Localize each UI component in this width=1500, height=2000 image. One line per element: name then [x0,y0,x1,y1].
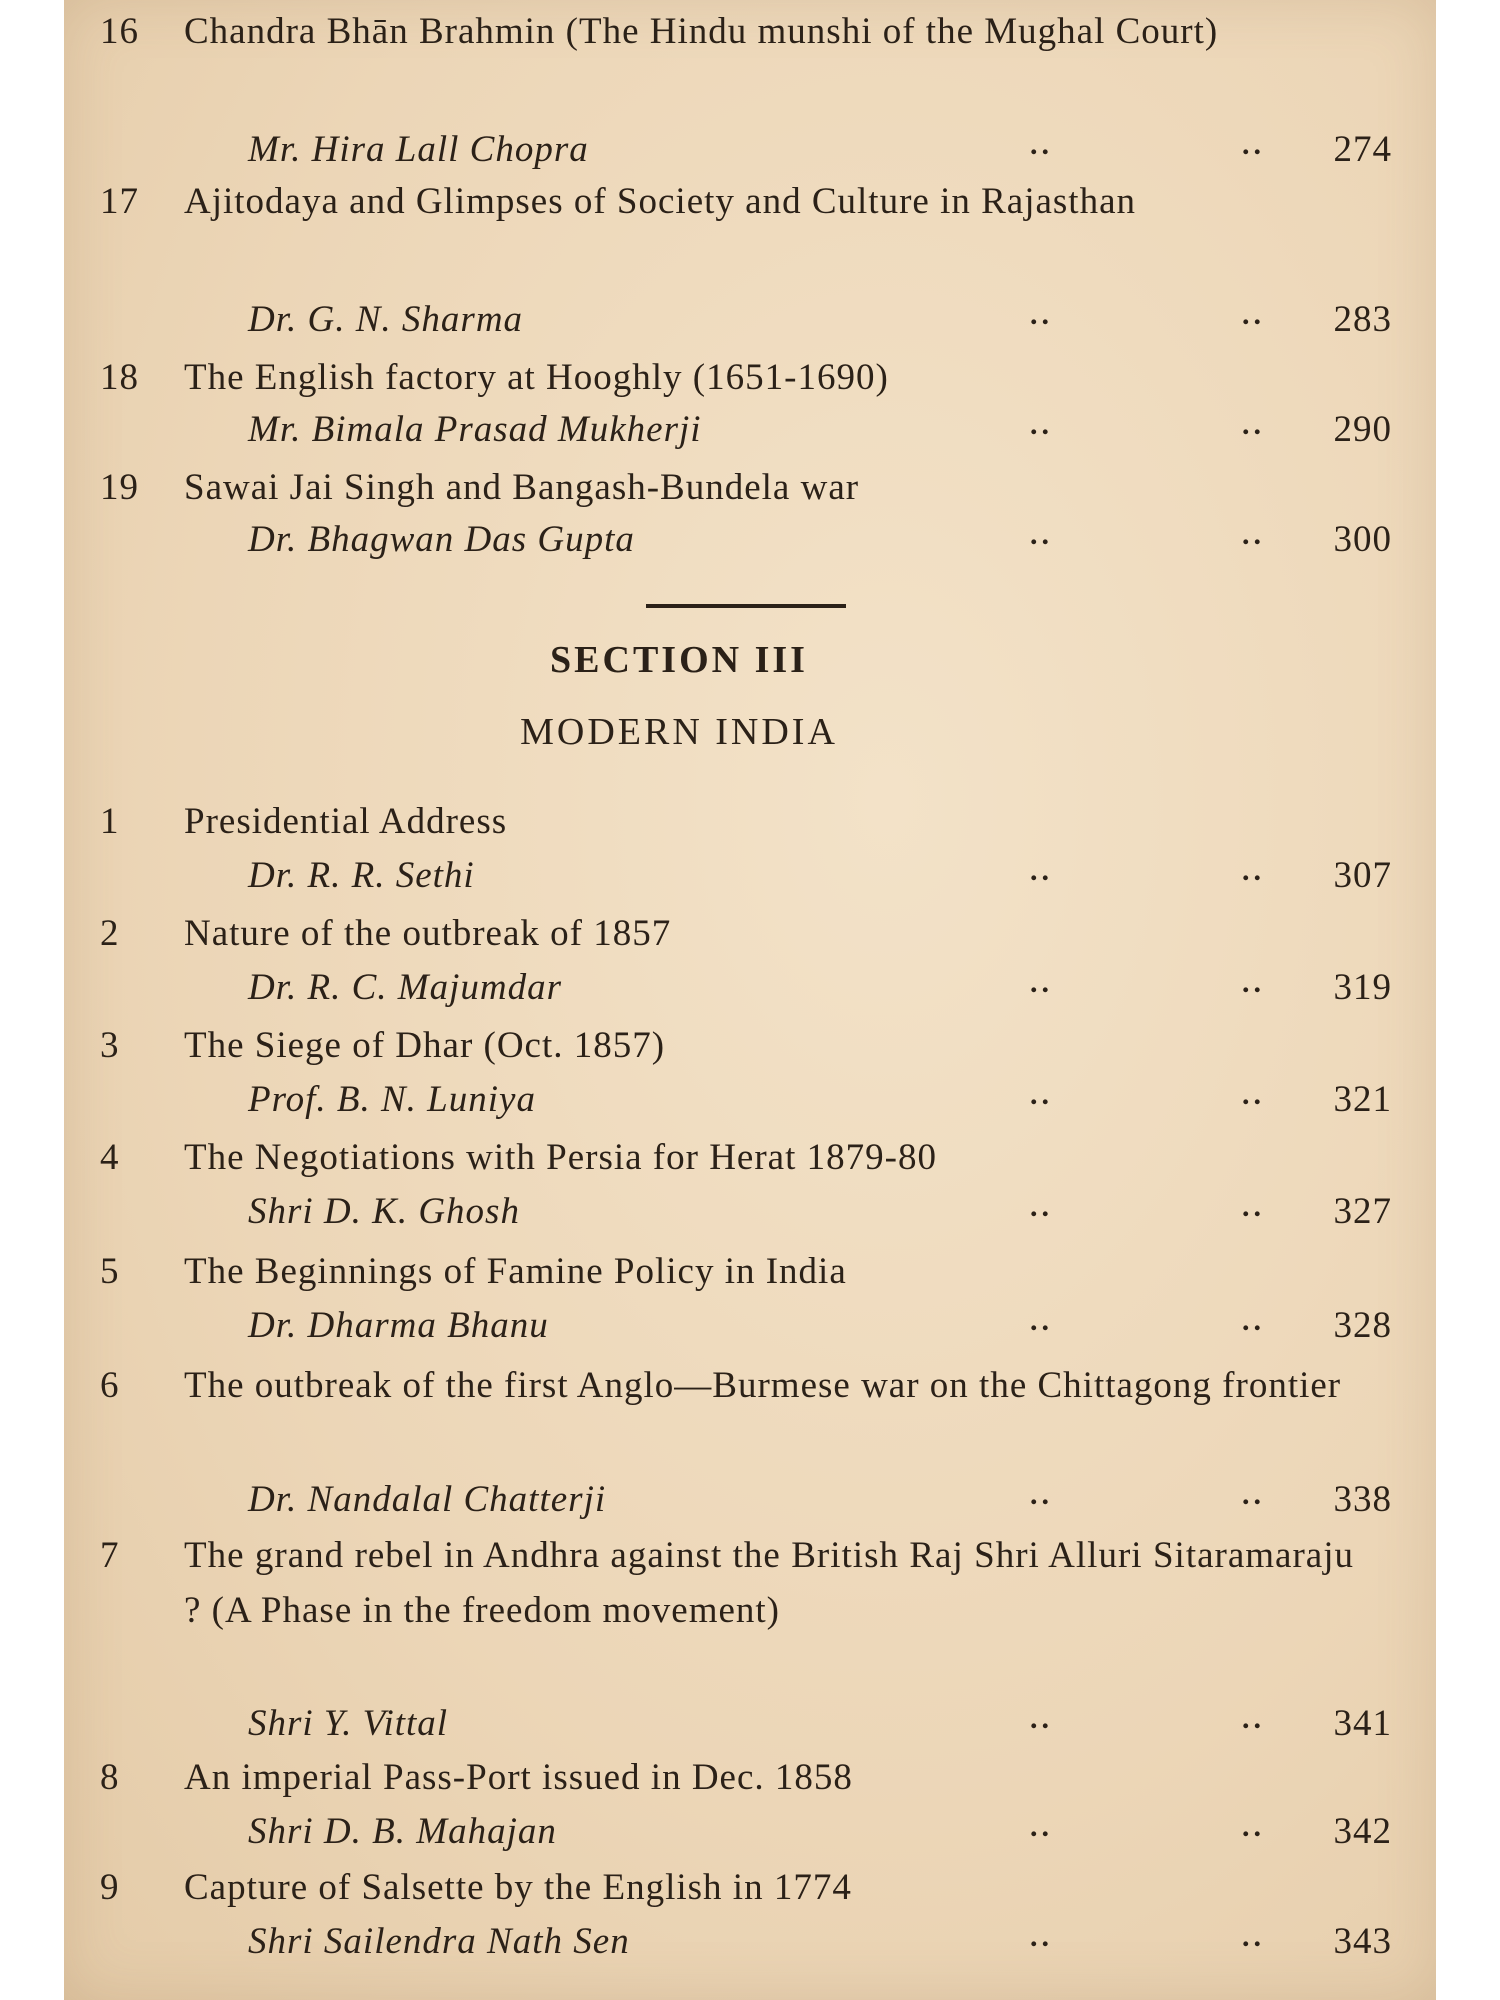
entry-author: Dr. R. C. Majumdar [248,967,563,1008]
leader-dots: .. [1242,1478,1265,1511]
author-line [64,298,1436,348]
author-line [64,408,1436,458]
entry-page-number: 290 [1333,409,1392,450]
leader-dots: .. [1030,128,1053,161]
leader-dots: .. [1242,1304,1265,1337]
entry-page-number: 300 [1333,519,1392,560]
entry-author: Prof. B. N. Luniya [248,1079,536,1120]
entry-title: Presidential Address [184,801,508,842]
entry-title: The outbreak of the first Anglo—Burmese war on the Chittagong frontier [184,1365,1342,1406]
leader-dots: .. [1242,1810,1265,1843]
entry-number: 16 [100,11,139,52]
leader-dots: .. [1242,854,1265,887]
leader-dots: .. [1242,1190,1265,1223]
entry-page-number: 319 [1333,967,1392,1008]
entry-number: 19 [100,467,139,508]
entry-number: 1 [100,801,120,842]
author-line [64,1920,1436,1970]
entry-title: An imperial Pass-Port issued in Dec. 1858 [184,1757,853,1798]
leader-dots: .. [1242,1702,1265,1735]
entry-title: The Negotiations with Persia for Herat 1879-80 [184,1137,937,1178]
entry-author: Mr. Bimala Prasad Mukherji [248,409,702,450]
leader-dots: .. [1030,1078,1053,1111]
leader-dots: .. [1030,1190,1053,1223]
entry-number: 6 [100,1365,120,1406]
entry-number: 8 [100,1757,120,1798]
entry-author: Dr. Dharma Bhanu [248,1305,549,1346]
author-line [64,1304,1436,1354]
entry-title: Chandra Bhān Brahmin (The Hindu munshi of the Mughal Court) [184,11,1219,52]
entry-author: Shri D. K. Ghosh [248,1191,520,1232]
entry-author: Dr. Nandalal Chatterji [248,1479,607,1520]
entry-number: 9 [100,1867,120,1908]
entry-title: The Beginnings of Famine Policy in India [184,1251,847,1292]
entry-page-number: 321 [1333,1079,1392,1120]
entry-title: The grand rebel in Andhra against the British Raj Shri Alluri Sitaramaraju ? (A Phase in the freedom movement) [184,1535,1354,1631]
leader-dots: .. [1030,518,1053,551]
section-subtitle: MODERN INDIA [520,711,838,753]
entry-number: 5 [100,1251,120,1292]
leader-dots: .. [1030,1810,1053,1843]
entry-title: The Siege of Dhar (Oct. 1857) [184,1025,666,1066]
entry-page-number: 328 [1333,1305,1392,1346]
author-line [64,966,1436,1016]
entry-number: 3 [100,1025,120,1066]
leader-dots: .. [1030,1920,1053,1953]
author-line [64,518,1436,568]
leader-dots: .. [1030,1702,1053,1735]
section-heading: SECTION III [550,639,808,681]
entry-title: Nature of the outbreak of 1857 [184,913,672,954]
leader-dots: .. [1242,966,1265,999]
author-line [64,854,1436,904]
entry-page-number: 342 [1333,1811,1392,1852]
author-line [64,1078,1436,1128]
author-line [64,1190,1436,1240]
entry-page-number: 338 [1333,1479,1392,1520]
entry-number: 17 [100,181,139,222]
entry-author: Dr. R. R. Sethi [248,855,475,896]
leader-dots: .. [1242,408,1265,441]
section-divider-rule [646,604,846,608]
entry-page-number: 274 [1333,129,1392,170]
leader-dots: .. [1030,1478,1053,1511]
entry-page-number: 341 [1333,1703,1392,1744]
entry-title: Capture of Salsette by the English in 1774 [184,1867,852,1908]
entry-page-number: 327 [1333,1191,1392,1232]
leader-dots: .. [1030,298,1053,331]
entry-author: Dr. G. N. Sharma [248,299,524,340]
author-line [64,1478,1436,1528]
leader-dots: .. [1030,854,1053,887]
entry-page-number: 343 [1333,1921,1392,1962]
entry-number: 4 [100,1137,120,1178]
leader-dots: .. [1242,1920,1265,1953]
leader-dots: .. [1242,518,1265,551]
author-line [64,1810,1436,1860]
entry-author: Shri Y. Vittal [248,1703,449,1744]
author-line [64,128,1436,178]
entry-title: Ajitodaya and Glimpses of Society and Culture in Rajasthan [184,181,1136,222]
author-line [64,1702,1436,1752]
entry-page-number: 283 [1333,299,1392,340]
leader-dots: .. [1242,298,1265,331]
leader-dots: .. [1030,408,1053,441]
entry-title: The English factory at Hooghly (1651-1690) [184,357,889,398]
entry-title: Sawai Jai Singh and Bangash-Bundela war [184,467,860,508]
entry-author: Mr. Hira Lall Chopra [248,129,589,170]
leader-dots: .. [1242,1078,1265,1111]
leader-dots: .. [1030,966,1053,999]
entry-author: Dr. Bhagwan Das Gupta [248,519,635,560]
book-page [64,0,1436,2000]
entry-author: Shri Sailendra Nath Sen [248,1921,630,1962]
leader-dots: .. [1242,128,1265,161]
entry-author: Shri D. B. Mahajan [248,1811,557,1852]
leader-dots: .. [1030,1304,1053,1337]
entry-number: 7 [100,1535,120,1576]
entry-page-number: 307 [1333,855,1392,896]
entry-number: 2 [100,913,120,954]
entry-number: 18 [100,357,139,398]
